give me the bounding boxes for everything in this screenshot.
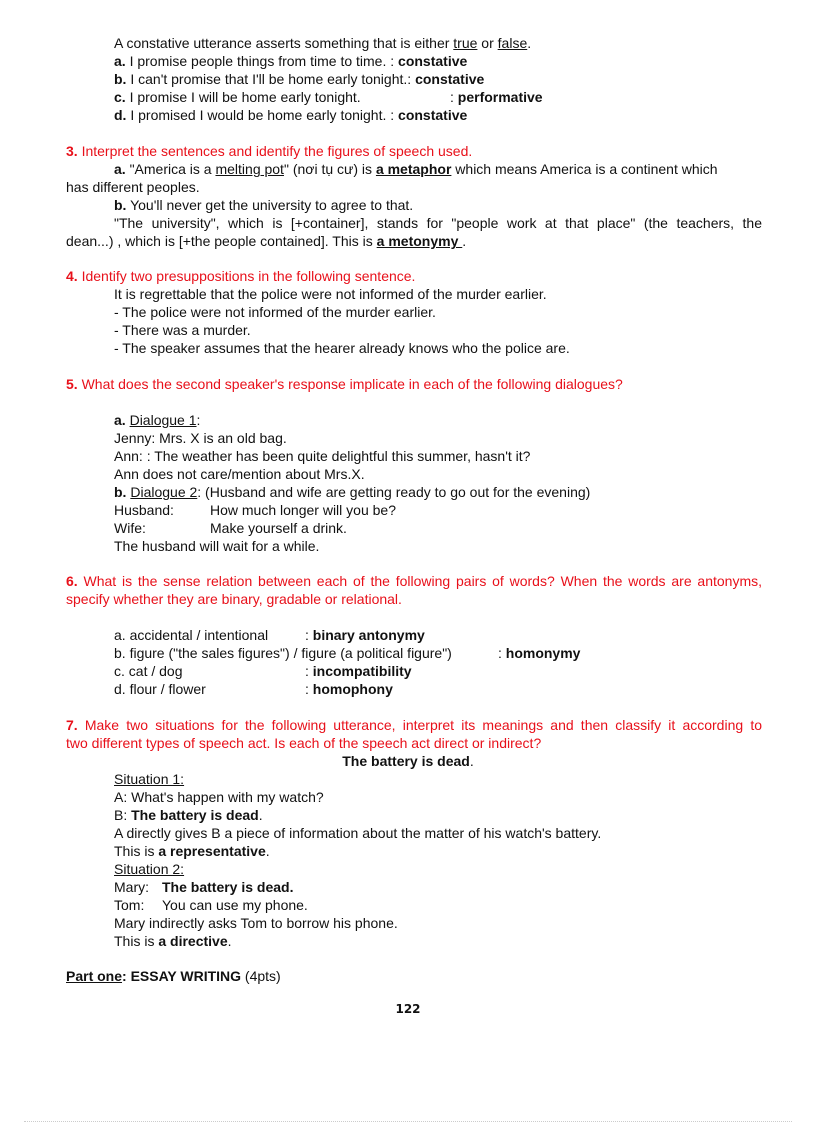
q5-ann-line: Ann: : The weather has been quite delightful this summer, hasn't it? <box>114 448 531 464</box>
q5-dialogue-2-answer: The husband will wait for a while. <box>114 538 320 554</box>
q7-s2-tom-speaker: Tom: <box>114 897 145 913</box>
question-7-heading: 7. Make two situations for the following utterance, interpret its meanings and then classify it according to <box>66 717 762 733</box>
q7-s2-tom-text: You can use my phone. <box>162 897 308 913</box>
question-4-heading: 4. Identify two presuppositions in the following sentence. <box>66 268 416 284</box>
q7-utterance: The battery is dead. <box>342 753 474 769</box>
q6-pair-d: d. flour / flower <box>114 681 206 697</box>
q6-pair-b: b. figure ("the sales figures") / figure (a political figure") <box>114 645 452 661</box>
q4-presupposition-3: - The speaker assumes that the hearer already knows who the police are. <box>114 340 570 356</box>
q4-presupposition-1: - The police were not informed of the murder earlier. <box>114 304 436 320</box>
intro-item-d: d. I promised I would be home early tonight. : constative <box>114 107 468 123</box>
q3-sentence-a-cont: has different peoples. <box>66 179 200 195</box>
q5-dialogue-1-answer: Ann does not care/mention about Mrs.X. <box>114 466 365 482</box>
q6-answer-a: : binary antonymy <box>305 627 425 643</box>
q7-situation-2-label: Situation 2: <box>114 861 185 877</box>
question-7-heading-cont: two different types of speech act. Is each of the speech act direct or indirect? <box>66 735 542 751</box>
q7-s2-explanation: Mary indirectly asks Tom to borrow his phone. <box>114 915 398 931</box>
q7-situation-1-label: Situation 1: <box>114 771 185 787</box>
q7-s1-b-line: B: The battery is dead. <box>114 807 263 823</box>
q5-husband-text: How much longer will you be? <box>210 502 396 518</box>
q7-s2-mary-speaker: Mary: <box>114 879 149 895</box>
q6-pair-c: c. cat / dog <box>114 663 183 679</box>
intro-item-c-answer: : performative <box>450 89 543 105</box>
q5-jenny-line: Jenny: Mrs. X is an old bag. <box>114 430 287 446</box>
q4-presupposition-2: - There was a murder. <box>114 322 251 338</box>
q6-answer-d: : homophony <box>305 681 393 697</box>
question-5-heading: 5. What does the second speaker's response implicate in each of the following dialogues? <box>66 376 623 392</box>
intro-item-a: a. I promise people things from time to time. : constative <box>114 53 468 69</box>
q6-answer-c: : incompatibility <box>305 663 412 679</box>
q3-explanation-line1: "The university", which is [+container], stands for "people work at that place" (the teachers, the <box>114 215 762 231</box>
intro-item-b: b. I can't promise that I'll be home early tonight.: constative <box>114 71 485 87</box>
q5-husband-speaker: Husband: <box>114 502 174 518</box>
q7-s2-mary-text: The battery is dead. <box>162 879 294 895</box>
q5-wife-speaker: Wife: <box>114 520 146 536</box>
question-6-heading: 6. What is the sense relation between each of the following pairs of words? When the words are antonyms, <box>66 573 762 589</box>
q4-sentence: It is regrettable that the police were not informed of the murder earlier. <box>114 286 547 302</box>
question-6-heading-cont: specify whether they are binary, gradable or relational. <box>66 591 402 607</box>
q6-pair-a: a. accidental / intentional <box>114 627 269 643</box>
q7-s1-explanation: A directly gives B a piece of information about the matter of his watch's battery. <box>114 825 602 841</box>
q3-sentence-b: b. You'll never get the university to agree to that. <box>114 197 414 213</box>
intro-item-c: c. I promise I will be home early tonight. <box>114 89 361 105</box>
constative-definition: A constative utterance asserts something that is either true or false. <box>114 35 532 51</box>
q3-sentence-a: a. "America is a melting pot" (nơi tụ cư) is a metaphor which means America is a continent which <box>114 161 718 177</box>
page-number: 122 <box>395 1002 421 1016</box>
q5-wife-text: Make yourself a drink. <box>210 520 347 536</box>
page-bottom-border <box>24 1121 792 1122</box>
q7-s1-classification: This is a representative. <box>114 843 270 859</box>
q7-s1-a-line: A: What's happen with my watch? <box>114 789 324 805</box>
q5-dialogue-1-label: a. Dialogue 1: <box>114 412 201 428</box>
q5-dialogue-2-label: b. Dialogue 2: (Husband and wife are getting ready to go out for the evening) <box>114 484 591 500</box>
q6-answer-b: : homonymy <box>498 645 581 661</box>
question-3-heading: 3. Interpret the sentences and identify the figures of speech used. <box>66 143 473 159</box>
part-one-heading: Part one: ESSAY WRITING (4pts) <box>66 968 281 984</box>
q7-s2-classification: This is a directive. <box>114 933 232 949</box>
q3-explanation-line2: dean...) , which is [+the people contained]. This is a metonymy . <box>66 233 467 249</box>
